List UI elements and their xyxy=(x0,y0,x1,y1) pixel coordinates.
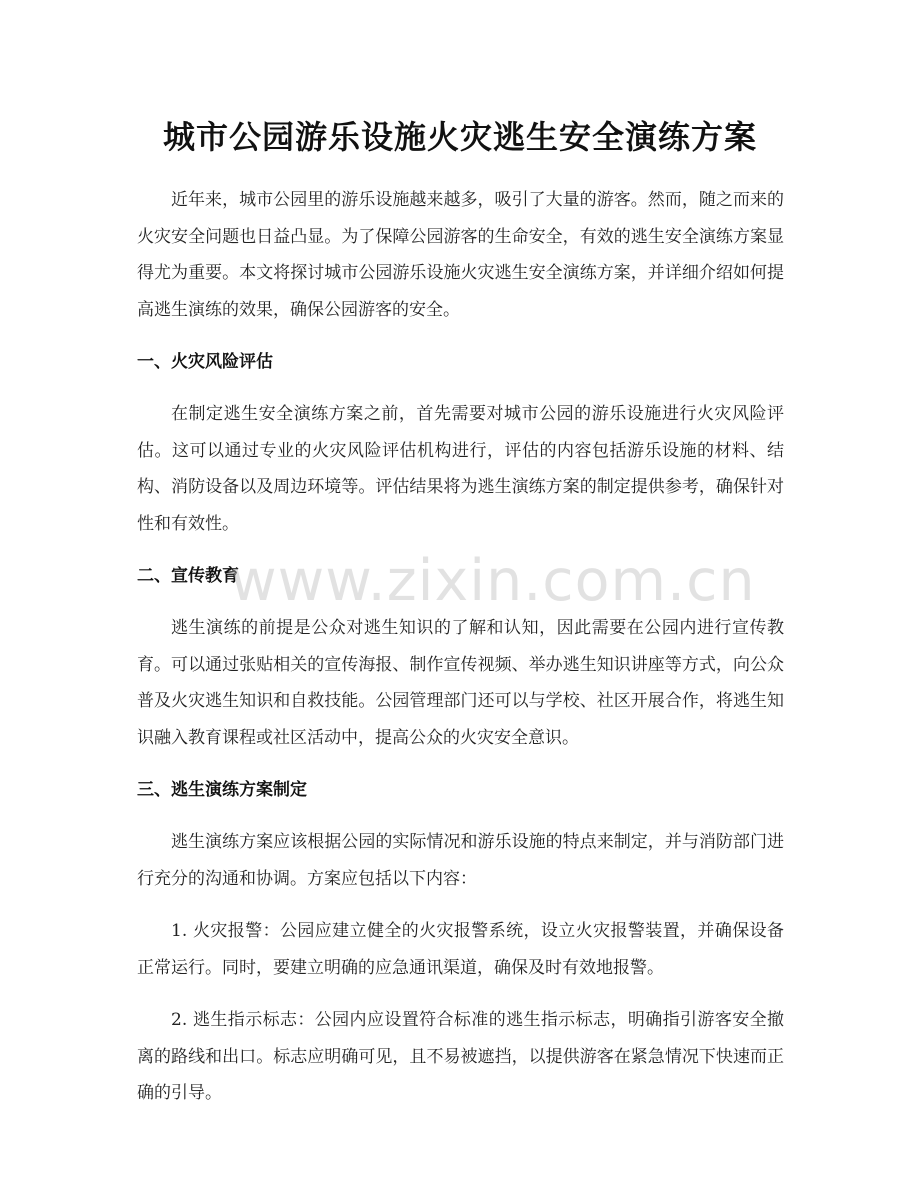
section-heading-drill-plan: 三、逃生演练方案制定 xyxy=(137,780,307,800)
section-heading-risk-assessment: 一、火灾风险评估 xyxy=(137,352,273,372)
section-paragraph: 在制定逃生安全演练方案之前，首先需要对城市公园的游乐设施进行火灾风险评估。这可以通过专业的火灾风险评估机构进行，评估的内容包括游乐设施的材料、结构、消防设备以及周边环境等。评估结果将为逃生演练方案的制定提供参考，确保针对性和有效性。 xyxy=(137,404,784,534)
section-heading-education: 二、宣传教育 xyxy=(137,566,239,586)
document-body xyxy=(137,182,784,1112)
document-title: 城市公园游乐设施火灾逃生安全演练方案 xyxy=(162,118,757,156)
section-paragraph: 逃生演练方案应该根据公园的实际情况和游乐设施的特点来制定，并与消防部门进行充分的沟通和协调。方案应包括以下内容： xyxy=(137,832,784,889)
section-paragraph: 逃生演练的前提是公众对逃生知识的了解和认知，因此需要在公园内进行宣传教育。可以通过张贴相关的宣传海报、制作宣传视频、举办逃生知识讲座等方式，向公众普及火灾逃生知识和自救技能。公园管理部门还可以与学校、社区开展合作，将逃生知识融入教育课程或社区活动中，提高公众的火灾安全意识。 xyxy=(137,618,784,748)
list-item-escape-signs: 2. 逃生指示标志：公园内应设置符合标准的逃生指示标志，明确指引游客安全撤离的路线和出口。标志应明确可见，且不易被遮挡，以提供游客在紧急情况下快速而正确的引导。 xyxy=(137,1010,784,1103)
intro-paragraph: 近年来，城市公园里的游乐设施越来越多，吸引了大量的游客。然而，随之而来的火灾安全问题也日益凸显。为了保障公园游客的生命安全，有效的逃生安全演练方案显得尤为重要。本文将探讨城市公园游乐设施火灾逃生安全演练方案，并详细介绍如何提高逃生演练的效果，确保公园游客的安全。 xyxy=(137,190,784,320)
list-item-fire-alarm: 1. 火灾报警：公园应建立健全的火灾报警系统，设立火灾报警装置，并确保设备正常运行。同时，要建立明确的应急通讯渠道，确保及时有效地报警。 xyxy=(137,921,784,978)
watermark: www.zixin.com.cn xyxy=(230,548,756,614)
